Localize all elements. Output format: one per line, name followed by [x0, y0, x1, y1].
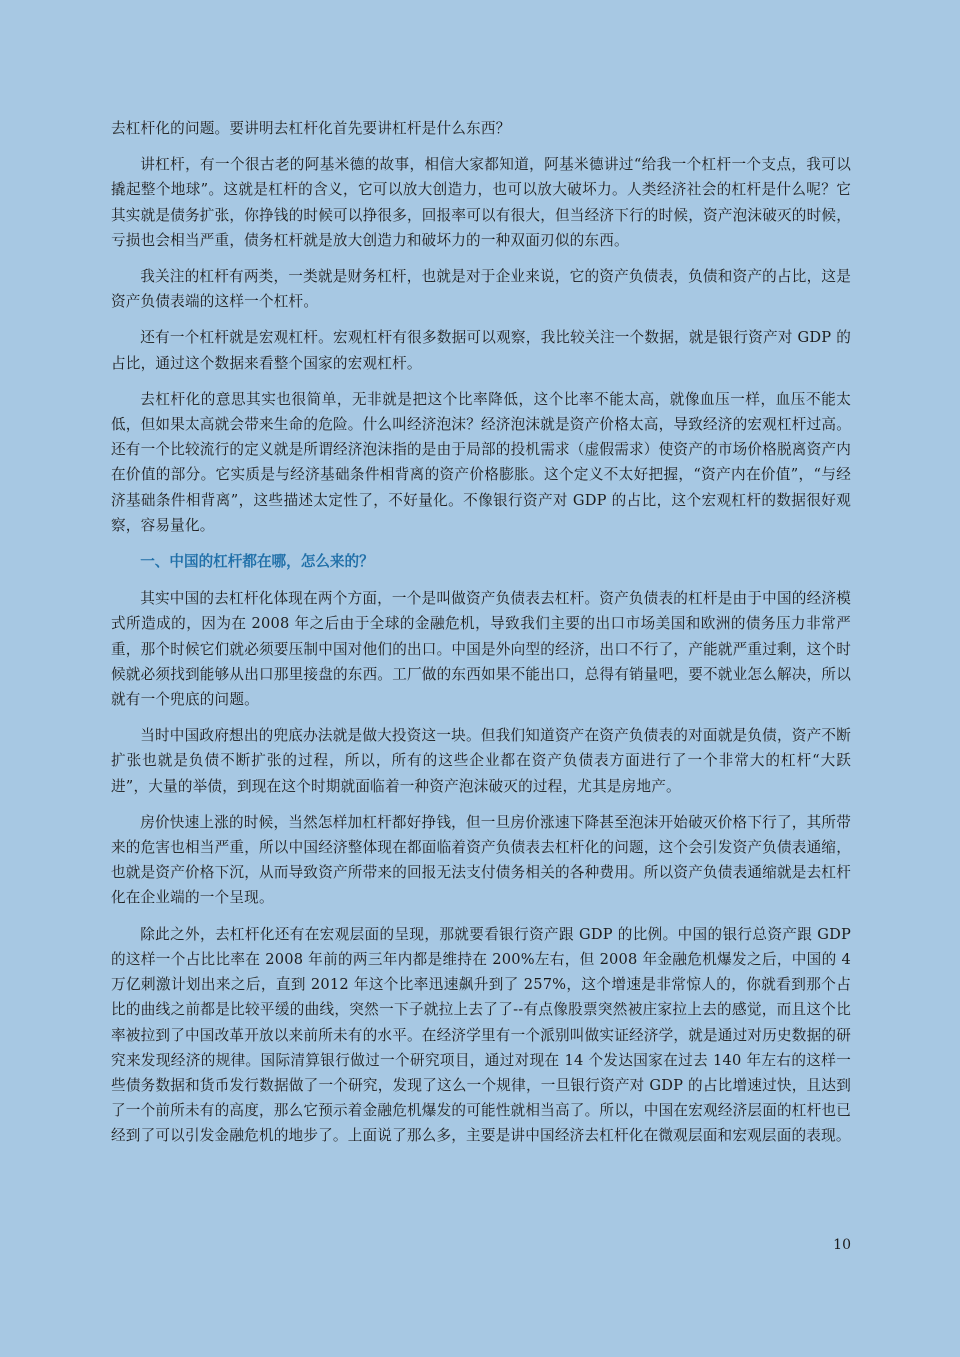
paragraph: 去杠杆化的意思其实也很简单，无非就是把这个比率降低，这个比率不能太高，就像血压一样，血压不能太低，但如果太高就会带来生命的危险。什么叫经济泡沫？经济泡沫就是资产价格太高，导致经济的宏观杠杆过高。还有一个比较流行的定义就是所谓经济泡沫指的是由于局部的投机需求（虚假需求）使资产的市场价格脱离资产内在价值的部分。它实质是与经济基础条件相背离的资产价格膨胀。这个定义不太好把握，“资产内在价值”，“与经济基础条件相背离”，这些描述太定性了，不好量化。不像银行资产对 GDP 的占比，这个宏观杠杆的数据很好观察，容易量化。 — [111, 390, 851, 534]
paragraph: 房价快速上涨的时候，当然怎样加杠杆都好挣钱，但一旦房价涨速下降甚至泡沫开始破灭价格下行了，其所带来的危害也相当严重，所以中国经济整体现在都面临着资产负债表去杠杆化的问题，这个会引发资产负债表通缩，也就是资产价格下沉，从而导致资产所带来的回报无法支付债务相关的各种费用。所以资产负债表通缩就是去杠杆化在企业端的一个呈现。 — [111, 813, 851, 907]
page-number: 10 — [833, 1237, 851, 1253]
paragraph: 讲杠杆，有一个很古老的阿基米德的故事，相信大家都知道，阿基米德讲过“给我一个杠杆一个支点，我可以撬起整个地球”。这就是杠杆的含义，它可以放大创造力，也可以放大破坏力。人类经济社会的杠杆是什么呢？它其实就是债务扩张，你挣钱的时候可以挣很多，回报率可以有很大，但当经济下行的时候，资产泡沫破灭的时候，亏损也会相当严重，债务杠杆就是放大创造力和破坏力的一种双面刃似的东西。 — [111, 156, 851, 249]
paragraph: 还有一个杠杆就是宏观杠杆。宏观杠杆有很多数据可以观察，我比较关注一个数据，就是银行资产对 GDP 的占比，通过这个数据来看整个国家的宏观杠杆。 — [111, 329, 851, 372]
paragraph: 其实中国的去杠杆化体现在两个方面，一个是叫做资产负债表去杠杆。资产负债表的杠杆是由于中国的经济模式所造成的，因为在 2008 年之后由于全球的金融危机，导致我们主要的出口市场美国和欧洲的债务压力非常严重，那个时候它们就必须要压制中国对他们的出口。中国是外向型的经济，出口不行了，产能就严重过剩，这个时候就必须找到能够从出口那里接盘的东西。工厂做的东西如果不能出口，总得有销量吧，要不就业怎么解决，所以就有一个兜底的问题。 — [111, 590, 851, 709]
section-heading: 一、中国的杠杆都在哪，怎么来的？ — [140, 553, 374, 571]
paragraph: 当时中国政府想出的兜底办法就是做大投资这一块。但我们知道资产在资产负债表的对面就是负债，资产不断扩张也就是负债不断扩张的过程，所以，所有的这些企业都在资产负债表方面进行了一个非常大的杠杆“大跃进”，大量的举债，到现在这个时期就面临着一种资产泡沫破灭的过程，尤其是房地产。 — [111, 727, 851, 795]
paragraph: 除此之外，去杠杆化还有在宏观层面的呈现，那就要看银行资产跟 GDP 的比例。中国的银行总资产跟 GDP 的这样一个占比比率在 2008 年前的两三年内都是维持在 200%左右，但 2008 年金融危机爆发之后，中国的 4 万亿刺激计划出来之后，直到 2012 年这个比率迅速飙升到了 257%，这个增速是非常惊人的，你就看到那个占比的曲线之前都是比较平缓的曲线，突然一下子就拉上去了了--有点像股票突然被庄家拉上去的感觉，而且这个比率被拉到了中国改革开放以来前所未有的水平。在经济学里有一个派别叫做实证经济学，就是通过对历史数据的研究来发现经济的规律。国际清算银行做过一个研究项目，通过对现在 14 个发达国家在过去 140 年左右的这样一些债务数据和货币发行数据做了一个研究，发现了这么一个规律，一旦银行资产对 GDP 的占比增速过快，且达到了一个前所未有的高度，那么它预示着金融危机爆发的可能性就相当高了。所以，中国在宏观经济层面的杠杆也已经到了可以引发金融危机的地步了。上面说了那么多，主要是讲中国经济去杠杆化在微观层面和宏观层面的表现。 — [111, 925, 851, 1145]
document-body — [111, 116, 851, 1160]
paragraph: 去杠杆化的问题。要讲明去杠杆化首先要讲杠杆是什么东西？ — [111, 120, 511, 137]
paragraph: 我关注的杠杆有两类，一类就是财务杠杆，也就是对于企业来说，它的资产负债表，负债和资产的占比，这是资产负债表端的这样一个杠杆。 — [111, 268, 851, 311]
